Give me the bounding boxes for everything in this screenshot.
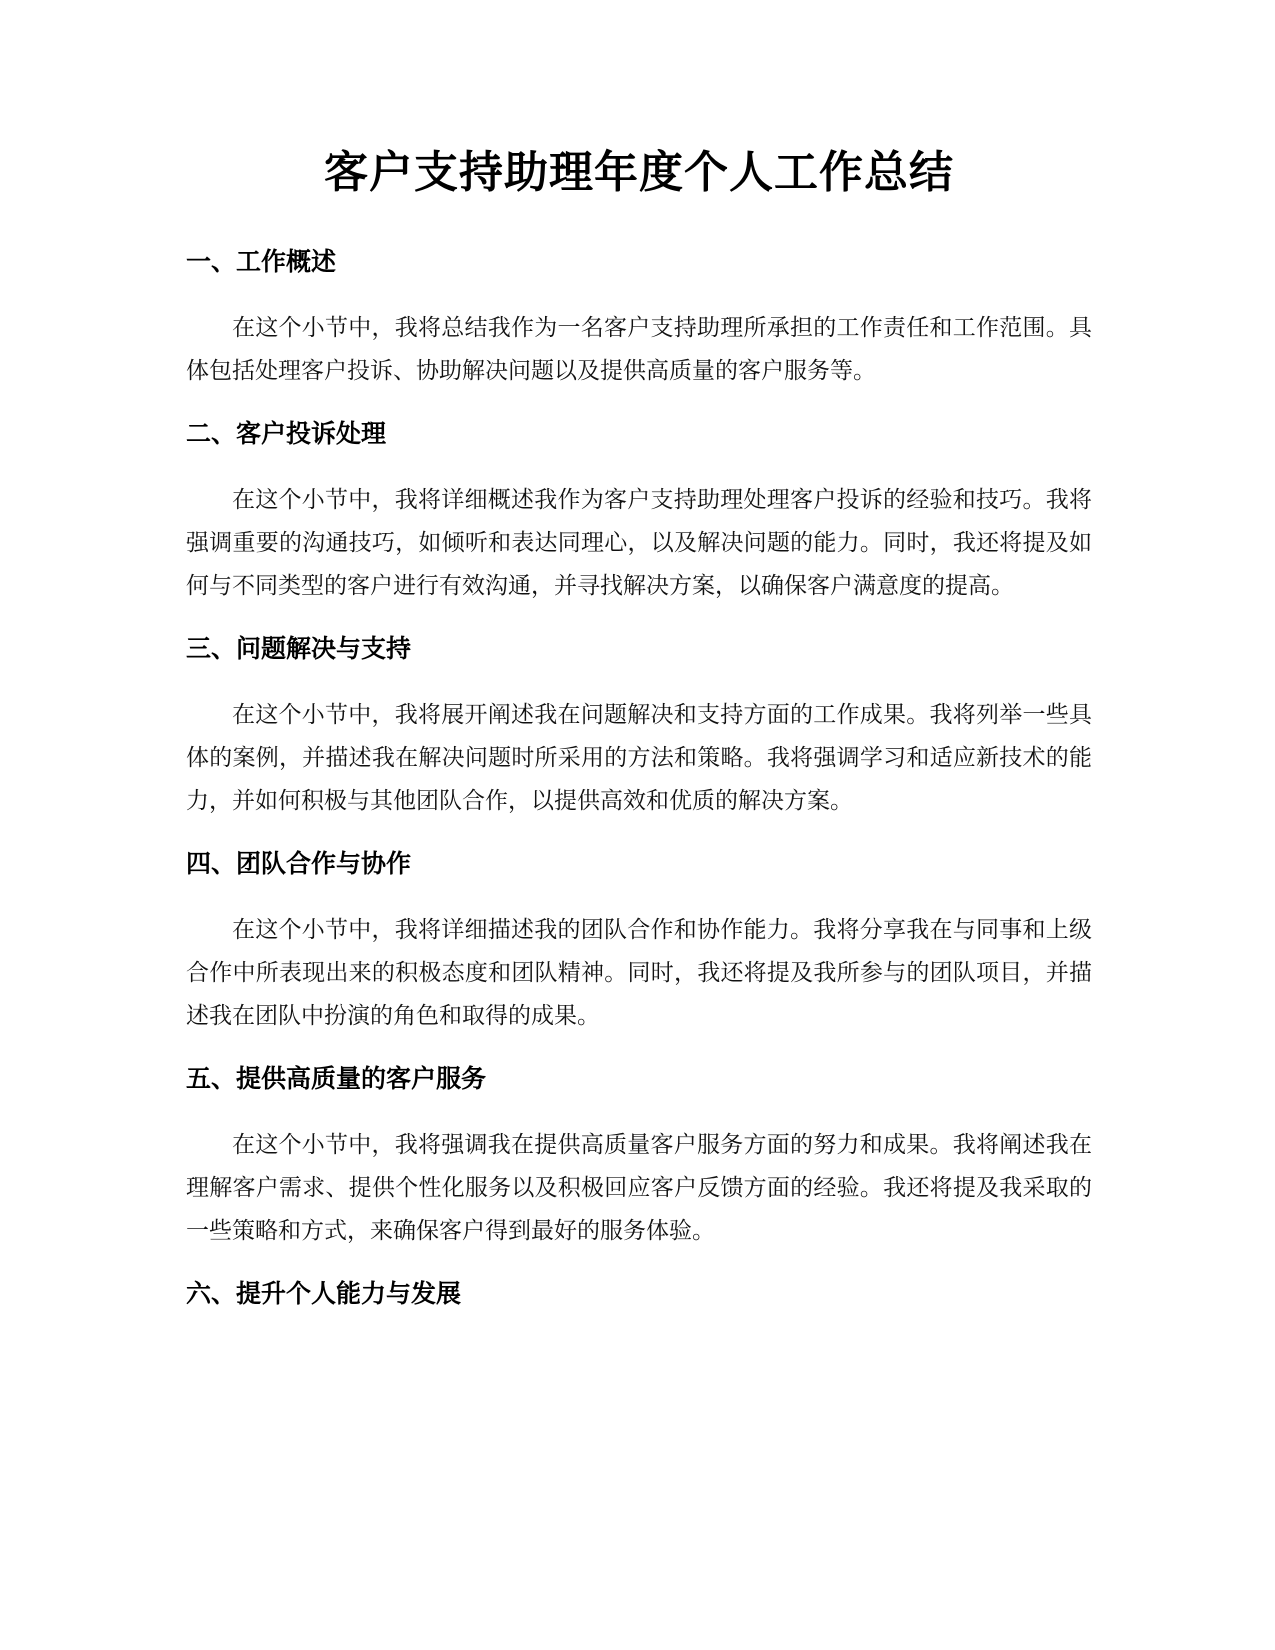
- document-content: [186, 140, 1092, 1313]
- section-heading: 六、提升个人能力与发展: [186, 1279, 462, 1308]
- section-personal-development: [186, 1275, 1092, 1313]
- section-heading: 三、问题解决与支持: [186, 634, 412, 663]
- section-heading: 四、团队合作与协作: [186, 849, 412, 878]
- section-paragraph: 在这个小节中，我将总结我作为一名客户支持助理所承担的工作责任和工作范围。具体包括处理客户投诉、协助解决问题以及提供高质量的客户服务等。: [186, 315, 1092, 384]
- section-paragraph: 在这个小节中，我将展开阐述我在问题解决和支持方面的工作成果。我将列举一些具体的案例，并描述我在解决问题时所采用的方法和策略。我将强调学习和适应新技术的能力，并如何积极与其他团队合作，以提供高效和优质的解决方案。: [186, 702, 1092, 814]
- section-paragraph: 在这个小节中，我将强调我在提供高质量客户服务方面的努力和成果。我将阐述我在理解客户需求、提供个性化服务以及积极回应客户反馈方面的经验。我还将提及我采取的一些策略和方式，来确保客户得到最好的服务体验。: [186, 1132, 1092, 1244]
- section-heading: 一、工作概述: [186, 247, 337, 276]
- section-teamwork: [186, 845, 1092, 1038]
- section-heading: 五、提供高质量的客户服务: [186, 1064, 487, 1093]
- section-quality-service: [186, 1060, 1092, 1253]
- document-title: 客户支持助理年度个人工作总结: [324, 147, 954, 198]
- section-problem-solving: [186, 630, 1092, 823]
- section-paragraph: 在这个小节中，我将详细描述我的团队合作和协作能力。我将分享我在与同事和上级合作中所表现出来的积极态度和团队精神。同时，我还将提及我所参与的团队项目，并描述我在团队中扮演的角色和取得的成果。: [186, 917, 1092, 1029]
- section-complaint-handling: [186, 415, 1092, 608]
- section-heading: 二、客户投诉处理: [186, 419, 387, 448]
- section-paragraph: 在这个小节中，我将详细概述我作为客户支持助理处理客户投诉的经验和技巧。我将强调重要的沟通技巧，如倾听和表达同理心，以及解决问题的能力。同时，我还将提及如何与不同类型的客户进行有效沟通，并寻找解决方案，以确保客户满意度的提高。: [186, 487, 1092, 599]
- section-work-overview: [186, 243, 1092, 393]
